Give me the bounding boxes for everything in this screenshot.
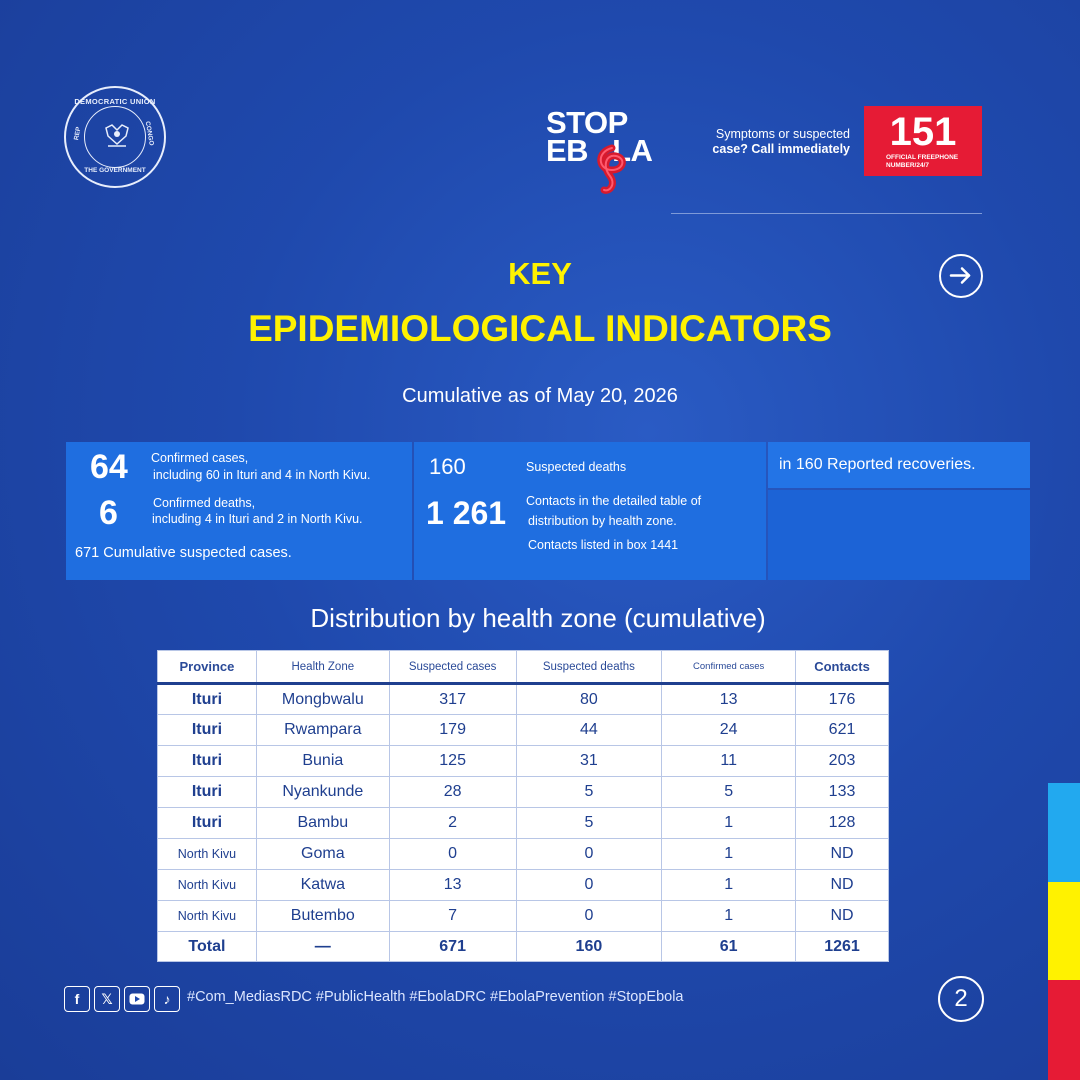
contacts-number: 1 261 bbox=[426, 495, 507, 531]
seal-right-text: CONGO bbox=[144, 120, 156, 147]
cell-province: North Kivu bbox=[158, 870, 257, 901]
cell-suspected-deaths: 5 bbox=[516, 808, 662, 839]
confirmed-deaths-line2: including 4 in Ituri and 2 in North Kivu. bbox=[152, 512, 363, 526]
hotline-subtext: OFFICIAL FREEPHONE NUMBER/24/7 bbox=[886, 154, 959, 169]
cell-confirmed-cases: 1 bbox=[662, 901, 796, 932]
header-contacts: Contacts bbox=[796, 651, 889, 684]
seal-bottom-text: THE GOVERNMENT bbox=[84, 167, 146, 174]
confirmed-cases-number: 64 bbox=[90, 448, 128, 486]
cell-suspected-cases: 317 bbox=[389, 684, 516, 715]
cell-suspected-deaths: 0 bbox=[516, 870, 662, 901]
table-row bbox=[158, 684, 889, 715]
cell-confirmed-cases: 5 bbox=[662, 777, 796, 808]
cell-contacts: 133 bbox=[796, 777, 889, 808]
table-row bbox=[158, 715, 889, 746]
cell-province: Ituri bbox=[158, 808, 257, 839]
cumulative-suspected-cases: 671 Cumulative suspected cases. bbox=[75, 545, 292, 561]
flag-stripe-yellow bbox=[1048, 882, 1080, 980]
total-contacts: 1261 bbox=[796, 932, 889, 962]
cell-province: Ituri bbox=[158, 777, 257, 808]
cell-province: Ituri bbox=[158, 746, 257, 777]
hotline-prompt bbox=[700, 127, 850, 157]
cell-suspected-deaths: 0 bbox=[516, 901, 662, 932]
cell-contacts: 621 bbox=[796, 715, 889, 746]
cell-confirmed-cases: 1 bbox=[662, 839, 796, 870]
total-suspected-deaths: 160 bbox=[516, 932, 662, 962]
total-confirmed-cases: 61 bbox=[662, 932, 796, 962]
page-number: 2 bbox=[938, 976, 984, 1022]
flag-stripe-red bbox=[1048, 980, 1080, 1080]
cell-contacts: ND bbox=[796, 901, 889, 932]
hotline-number: 151 bbox=[889, 110, 957, 154]
seal-left-text: REP bbox=[73, 126, 83, 141]
table-row bbox=[158, 901, 889, 932]
cell-health-zone: Nyankunde bbox=[256, 777, 389, 808]
header-province: Province bbox=[158, 651, 257, 684]
confirmed-deaths-number: 6 bbox=[99, 494, 118, 532]
youtube-icon[interactable] bbox=[124, 986, 150, 1012]
cell-suspected-deaths: 31 bbox=[516, 746, 662, 777]
table-total-row bbox=[158, 932, 889, 962]
indicator-box-confirmed bbox=[66, 442, 412, 580]
next-arrow-button[interactable] bbox=[939, 254, 983, 298]
header-divider bbox=[671, 213, 982, 214]
hashtags: #Com_MediasRDC #PublicHealth #EbolaDRC #EbolaPrevention #StopEbola bbox=[187, 989, 684, 1005]
table-row bbox=[158, 746, 889, 777]
cell-health-zone: Goma bbox=[256, 839, 389, 870]
facebook-icon[interactable]: f bbox=[64, 986, 90, 1012]
cell-health-zone: Bambu bbox=[256, 808, 389, 839]
flag-stripe-blue bbox=[1048, 783, 1080, 882]
header-suspected-cases: Suspected cases bbox=[389, 651, 516, 684]
cell-suspected-cases: 125 bbox=[389, 746, 516, 777]
contacts-line2: distribution by health zone. bbox=[528, 514, 677, 528]
cell-contacts: ND bbox=[796, 839, 889, 870]
cell-health-zone: Bunia bbox=[256, 746, 389, 777]
arrow-right-icon bbox=[941, 256, 980, 295]
confirmed-cases-line1: Confirmed cases, bbox=[151, 451, 249, 465]
cell-contacts: 203 bbox=[796, 746, 889, 777]
cell-suspected-deaths: 5 bbox=[516, 777, 662, 808]
reported-recoveries: in 160 Reported recoveries. bbox=[779, 456, 976, 473]
cell-suspected-cases: 0 bbox=[389, 839, 516, 870]
cell-contacts: 176 bbox=[796, 684, 889, 715]
header-suspected-deaths: Suspected deaths bbox=[516, 651, 662, 684]
cell-health-zone: Rwampara bbox=[256, 715, 389, 746]
table-header-row bbox=[158, 651, 889, 684]
logo-stop-text: STOP bbox=[546, 105, 628, 140]
tiktok-icon[interactable]: ♪ bbox=[154, 986, 180, 1012]
distribution-table bbox=[157, 650, 889, 962]
logo-eb: EB bbox=[546, 133, 589, 168]
cell-province: North Kivu bbox=[158, 901, 257, 932]
hotline-prompt-line2: case? Call immediately bbox=[712, 142, 850, 156]
cell-suspected-cases: 179 bbox=[389, 715, 516, 746]
government-seal bbox=[64, 86, 166, 188]
cell-suspected-cases: 7 bbox=[389, 901, 516, 932]
cell-health-zone: Mongbwalu bbox=[256, 684, 389, 715]
indicator-box-empty bbox=[768, 490, 1030, 580]
cell-province: North Kivu bbox=[158, 839, 257, 870]
total-health-zone: — bbox=[256, 932, 389, 962]
confirmed-cases-line2: including 60 in Ituri and 4 in North Kivu. bbox=[153, 468, 371, 482]
cell-confirmed-cases: 1 bbox=[662, 870, 796, 901]
hotline-prompt-line1: Symptoms or suspected bbox=[715, 127, 850, 141]
indicator-box-suspected bbox=[414, 442, 766, 580]
suspected-deaths-label: Suspected deaths bbox=[526, 460, 627, 474]
cell-suspected-deaths: 44 bbox=[516, 715, 662, 746]
contacts-line1: Contacts in the detailed table of bbox=[526, 494, 702, 508]
cell-province: Ituri bbox=[158, 684, 257, 715]
suspected-deaths-number: 160 bbox=[429, 454, 466, 479]
cell-confirmed-cases: 11 bbox=[662, 746, 796, 777]
table-row bbox=[158, 839, 889, 870]
cell-suspected-cases: 28 bbox=[389, 777, 516, 808]
table-row bbox=[158, 808, 889, 839]
confirmed-deaths-line1: Confirmed deaths, bbox=[153, 496, 256, 510]
contacts-box-note: Contacts listed in box 1441 bbox=[528, 538, 679, 552]
cell-health-zone: Katwa bbox=[256, 870, 389, 901]
ebola-virus-icon bbox=[590, 130, 640, 198]
logo-la: LA bbox=[612, 133, 653, 168]
total-suspected-cases: 671 bbox=[389, 932, 516, 962]
table-row bbox=[158, 777, 889, 808]
cell-confirmed-cases: 1 bbox=[662, 808, 796, 839]
cell-suspected-cases: 13 bbox=[389, 870, 516, 901]
cell-health-zone: Butembo bbox=[256, 901, 389, 932]
indicator-box-recoveries bbox=[768, 442, 1030, 488]
leopard-emblem-icon bbox=[102, 122, 132, 150]
cell-contacts: 128 bbox=[796, 808, 889, 839]
cell-confirmed-cases: 13 bbox=[662, 684, 796, 715]
cell-suspected-deaths: 80 bbox=[516, 684, 662, 715]
cell-province: Ituri bbox=[158, 715, 257, 746]
distribution-title: Distribution by health zone (cumulative) bbox=[310, 603, 766, 633]
cell-confirmed-cases: 24 bbox=[662, 715, 796, 746]
total-label: Total bbox=[158, 932, 257, 962]
cell-suspected-cases: 2 bbox=[389, 808, 516, 839]
cumulative-date: Cumulative as of May 20, 2026 bbox=[402, 385, 678, 407]
header-confirmed-cases: Confirmed cases bbox=[662, 651, 796, 684]
hotline-badge bbox=[864, 106, 982, 176]
social-links bbox=[64, 986, 180, 1012]
seal-top-text: DEMOCRATIC UNION bbox=[74, 97, 156, 106]
cell-suspected-deaths: 0 bbox=[516, 839, 662, 870]
cell-contacts: ND bbox=[796, 870, 889, 901]
header-health-zone: Health Zone bbox=[256, 651, 389, 684]
page-title-line2: EPIDEMIOLOGICAL INDICATORS bbox=[248, 308, 832, 349]
x-icon[interactable]: 𝕏 bbox=[94, 986, 120, 1012]
table-row bbox=[158, 870, 889, 901]
page-title-line1: KEY bbox=[508, 256, 572, 291]
